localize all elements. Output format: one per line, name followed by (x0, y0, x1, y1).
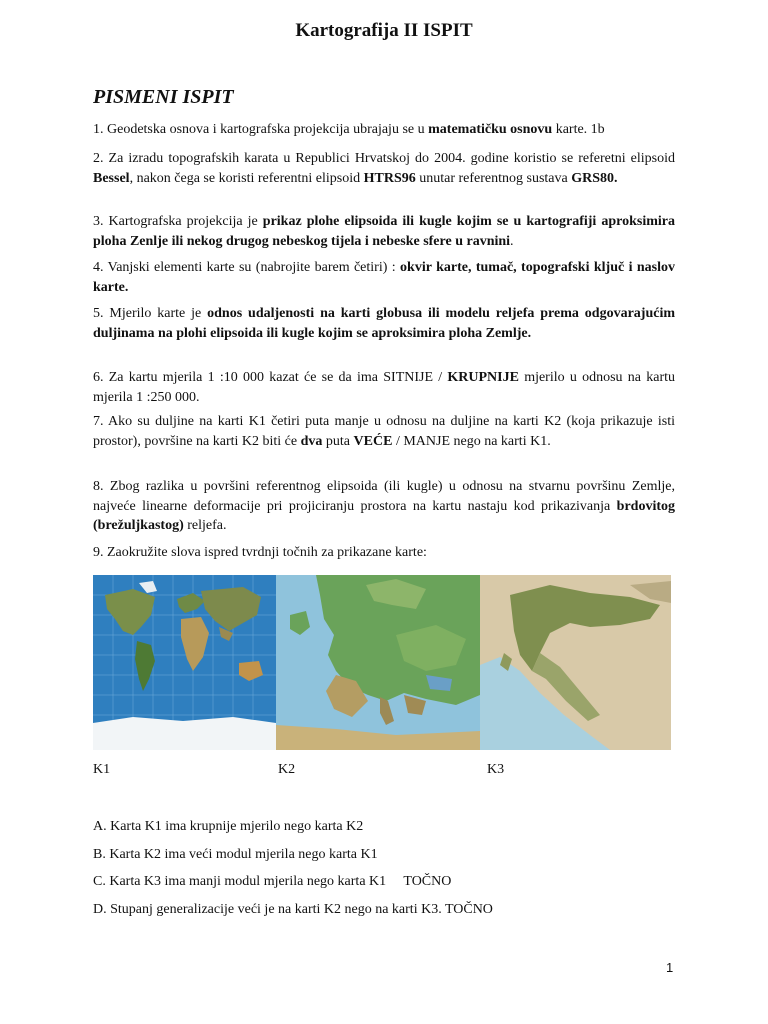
map-images (93, 575, 671, 750)
europe-map-image (276, 575, 480, 750)
answer-option-c[interactable]: C. Karta K3 ima manji modul mjerila nego karta K1 TOČNO (93, 874, 452, 889)
question-6: 6. Za kartu mjerila 1 :10 000 kazat će se da ima SITNIJE / KRUPNIJE mjerilo u odnosu na kartu mjerila 1 :250 000. (93, 370, 675, 405)
document-title: Kartografija II ISPIT (295, 20, 473, 41)
map-label-k3: K3 (487, 762, 505, 777)
section-heading: PISMENI ISPIT (93, 86, 234, 108)
map-label-k1: K1 (93, 762, 111, 777)
croatia-map-image (480, 575, 671, 750)
answer-option-b[interactable]: B. Karta K2 ima veći modul mjerila nego karta K1 (93, 847, 378, 862)
question-7: 7. Ako su duljine na karti K1 četiri puta manje u odnosu na duljine na karti K2 (koja prikazuje isti prostor), površine na karti K2 biti će dva puta VEĆE / MANJE nego na karti K1. (93, 414, 675, 449)
map-label-k2: K2 (278, 762, 296, 777)
question-2: 2. Za izradu topografskih karata u Republici Hrvatskoj do 2004. godine koristio se referetni elipsoid Bessel, nakon čega se koristi referentni elipsoid HTRS96 unutar referentnog sustava GRS80. (93, 151, 675, 186)
page-number: 1 (666, 960, 674, 975)
question-3: 3. Kartografska projekcija je prikaz plohe elipsoida ili kugle kojim se u kartografiji aproksimira ploha Zenlje ili nekog drugog nebeskog tijela i nebeske sfere u ravnini. (93, 214, 675, 249)
answer-option-a[interactable]: A. Karta K1 ima krupnije mjerilo nego karta K2 (93, 819, 364, 834)
answer-option-d[interactable]: D. Stupanj generalizacije veći je na karti K2 nego na karti K3. TOČNO (93, 902, 493, 917)
question-5: 5. Mjerilo karte je odnos udaljenosti na karti globusa ili modelu reljefa prema odgovarajućim duljinama na plohi elipsoida ili kugle kojim se aproksimira ploha Zemlje. (93, 306, 675, 341)
question-8: 8. Zbog razlika u površini referentnog elipsoida (ili kugle) u odnosu na stvarnu površinu Zemlje, najveće linearne deformacije pri projiciranju prostora na kartu nastaju kod prikazivanja brdovitog (brežuljkastog) reljefa. (93, 479, 675, 533)
question-4: 4. Vanjski elementi karte su (nabrojite barem četiri) : okvir karte, tumač, topografski ključ i naslov karte. (93, 260, 675, 295)
world-map-image (93, 575, 276, 750)
question-9: 9. Zaokružite slova ispred tvrdnji točnih za prikazane karte: (93, 545, 427, 560)
question-1: 1. Geodetska osnova i kartografska projekcija ubrajaju se u matematičku osnovu karte. 1b (93, 122, 605, 137)
